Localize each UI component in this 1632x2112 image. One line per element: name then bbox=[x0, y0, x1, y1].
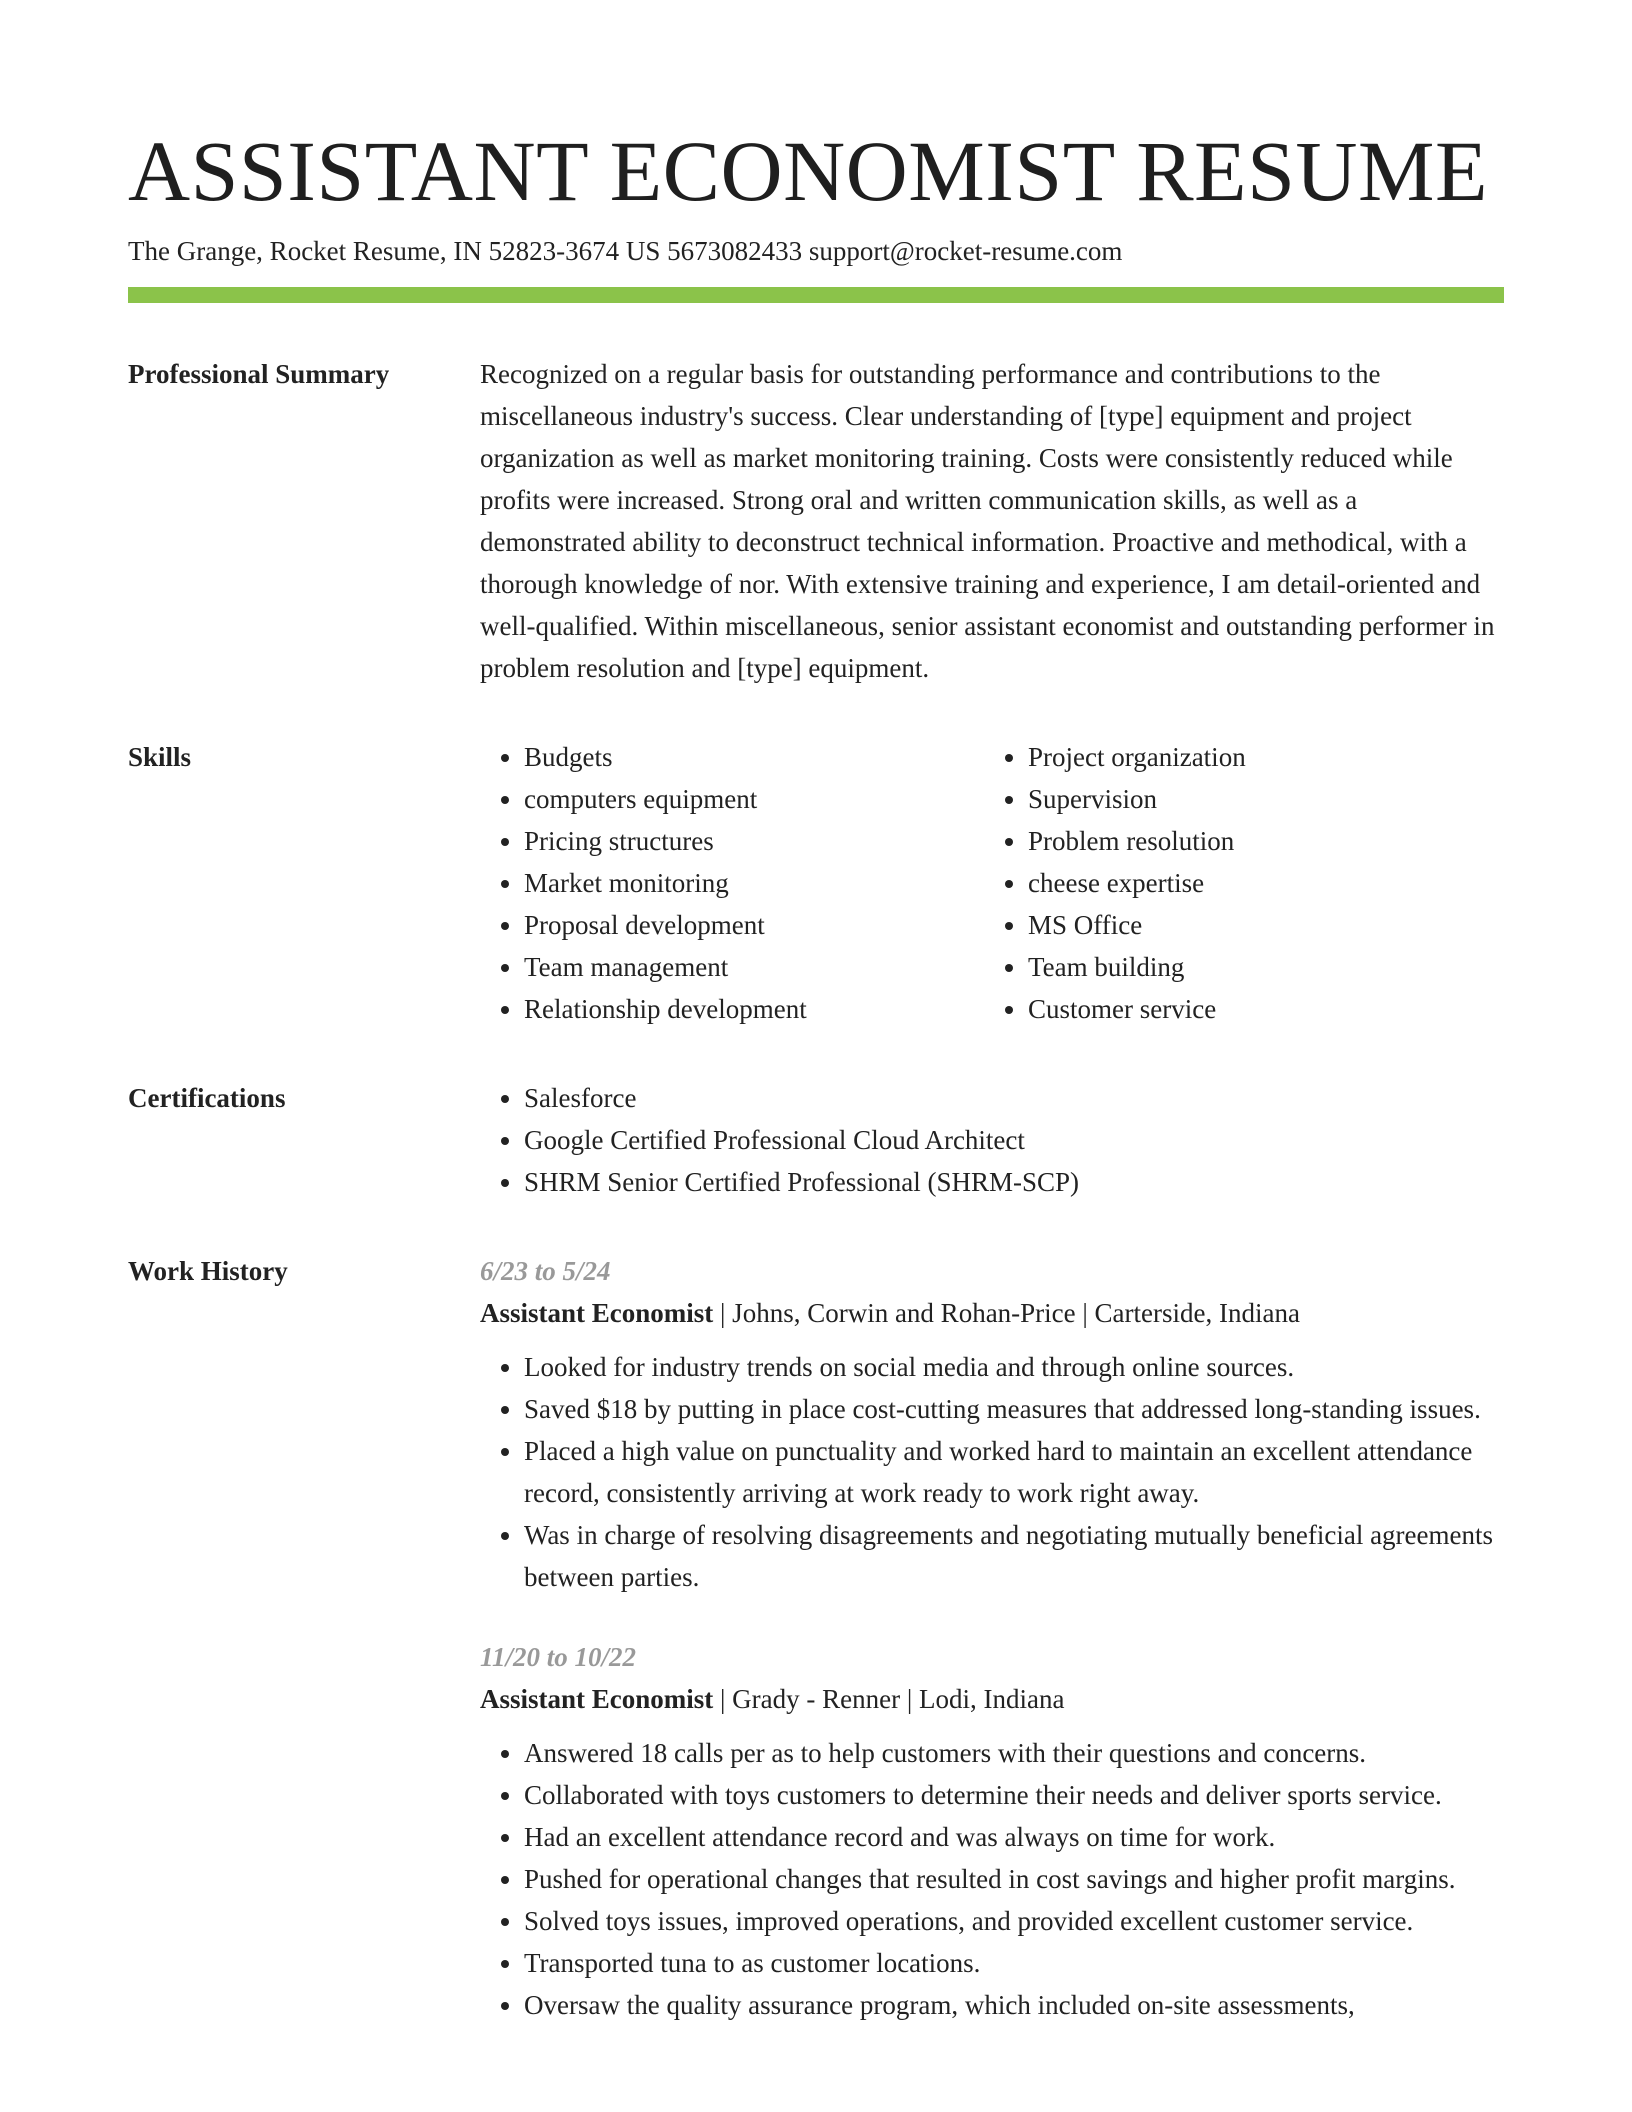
skills-list-right bbox=[984, 736, 1504, 1030]
skill-item: • Team management bbox=[524, 946, 984, 988]
job-heading bbox=[480, 1292, 1504, 1334]
certifications-section bbox=[128, 1077, 1504, 1203]
contact-line: The Grange, Rocket Resume, IN 52823-3674 US 5673082433 support@rocket-resume.com bbox=[128, 236, 1123, 266]
job-entry bbox=[480, 1250, 1504, 1598]
page-title: ASSISTANT ECONOMIST RESUME bbox=[128, 123, 1489, 219]
job-bullet: • Answered 18 calls per as to help customers with their questions and concerns. bbox=[524, 1732, 1504, 1774]
job-bullet: • Placed a high value on punctuality and worked hard to maintain an excellent attendance record, consistently arriving at work ready to work right away. bbox=[524, 1430, 1504, 1514]
skill-item: • Budgets bbox=[524, 736, 984, 778]
job-employer: | Grady - Renner | Lodi, Indiana bbox=[713, 1684, 1065, 1714]
resume-page bbox=[128, 118, 1504, 2064]
skills-list-left bbox=[480, 736, 984, 1030]
skill-item: • computers equipment bbox=[524, 778, 984, 820]
skill-item: • Market monitoring bbox=[524, 862, 984, 904]
job-bullets bbox=[480, 1732, 1504, 2026]
skill-item: • Problem resolution bbox=[1028, 820, 1504, 862]
job-title: Assistant Economist bbox=[480, 1684, 714, 1714]
work-history-label: Work History bbox=[128, 1256, 288, 1286]
accent-divider bbox=[128, 287, 1504, 303]
summary-section bbox=[128, 353, 1504, 689]
skill-item: • Pricing structures bbox=[524, 820, 984, 862]
job-bullet: • Oversaw the quality assurance program, which included on-site assessments, bbox=[524, 1984, 1504, 2026]
work-history-section bbox=[128, 1250, 1504, 2064]
job-bullet: • Pushed for operational changes that resulted in cost savings and higher profit margins. bbox=[524, 1858, 1504, 1900]
job-bullet: • Collaborated with toys customers to determine their needs and deliver sports service. bbox=[524, 1774, 1504, 1816]
job-title: Assistant Economist bbox=[480, 1298, 714, 1328]
job-bullet: • Looked for industry trends on social media and through online sources. bbox=[524, 1346, 1504, 1388]
skill-item: • Relationship development bbox=[524, 988, 984, 1030]
certifications-label: Certifications bbox=[128, 1083, 286, 1113]
job-bullet: • Had an excellent attendance record and was always on time for work. bbox=[524, 1816, 1504, 1858]
job-dates: 6/23 to 5/24 bbox=[480, 1256, 611, 1286]
job-bullet: • Transported tuna to as customer locations. bbox=[524, 1942, 1504, 1984]
skill-item: • Team building bbox=[1028, 946, 1504, 988]
job-dates: 11/20 to 10/22 bbox=[480, 1642, 637, 1672]
job-bullet: • Saved $18 by putting in place cost-cutting measures that addressed long-standing issues. bbox=[524, 1388, 1504, 1430]
summary-text: Recognized on a regular basis for outstanding performance and contributions to the miscellaneous industry's success. Clear understanding of [type] equipment and project organization as well as market monitoring training. Costs were consistently reduced while profits were increased. Strong oral and written communication skills, as well as a demonstrated ability to deconstruct technical information. Proactive and methodical, with a thorough knowledge of nor. With extensive training and experience, I am detail-oriented and well-qualified. Within miscellaneous, senior assistant economist and outstanding performer in problem resolution and [type] equipment. bbox=[480, 359, 1495, 683]
skill-item: • Project organization bbox=[1028, 736, 1504, 778]
certification-item: • Google Certified Professional Cloud Architect bbox=[524, 1119, 1504, 1161]
certification-item: • Salesforce bbox=[524, 1077, 1504, 1119]
skill-item: • Supervision bbox=[1028, 778, 1504, 820]
job-bullet: • Solved toys issues, improved operations, and provided excellent customer service. bbox=[524, 1900, 1504, 1942]
skill-item: • Proposal development bbox=[524, 904, 984, 946]
job-entry bbox=[480, 1636, 1504, 2026]
skill-item: • cheese expertise bbox=[1028, 862, 1504, 904]
skills-label: Skills bbox=[128, 742, 192, 772]
certification-item: • SHRM Senior Certified Professional (SHRM-SCP) bbox=[524, 1161, 1504, 1203]
skill-item: • MS Office bbox=[1028, 904, 1504, 946]
skills-section bbox=[128, 736, 1504, 1030]
skill-item: • Customer service bbox=[1028, 988, 1504, 1030]
job-heading bbox=[480, 1678, 1504, 1720]
summary-label: Professional Summary bbox=[128, 359, 390, 389]
certifications-list bbox=[480, 1077, 1504, 1203]
job-bullet: • Was in charge of resolving disagreements and negotiating mutually beneficial agreements between parties. bbox=[524, 1514, 1504, 1598]
job-employer: | Johns, Corwin and Rohan-Price | Carterside, Indiana bbox=[713, 1298, 1300, 1328]
job-bullets bbox=[480, 1346, 1504, 1598]
